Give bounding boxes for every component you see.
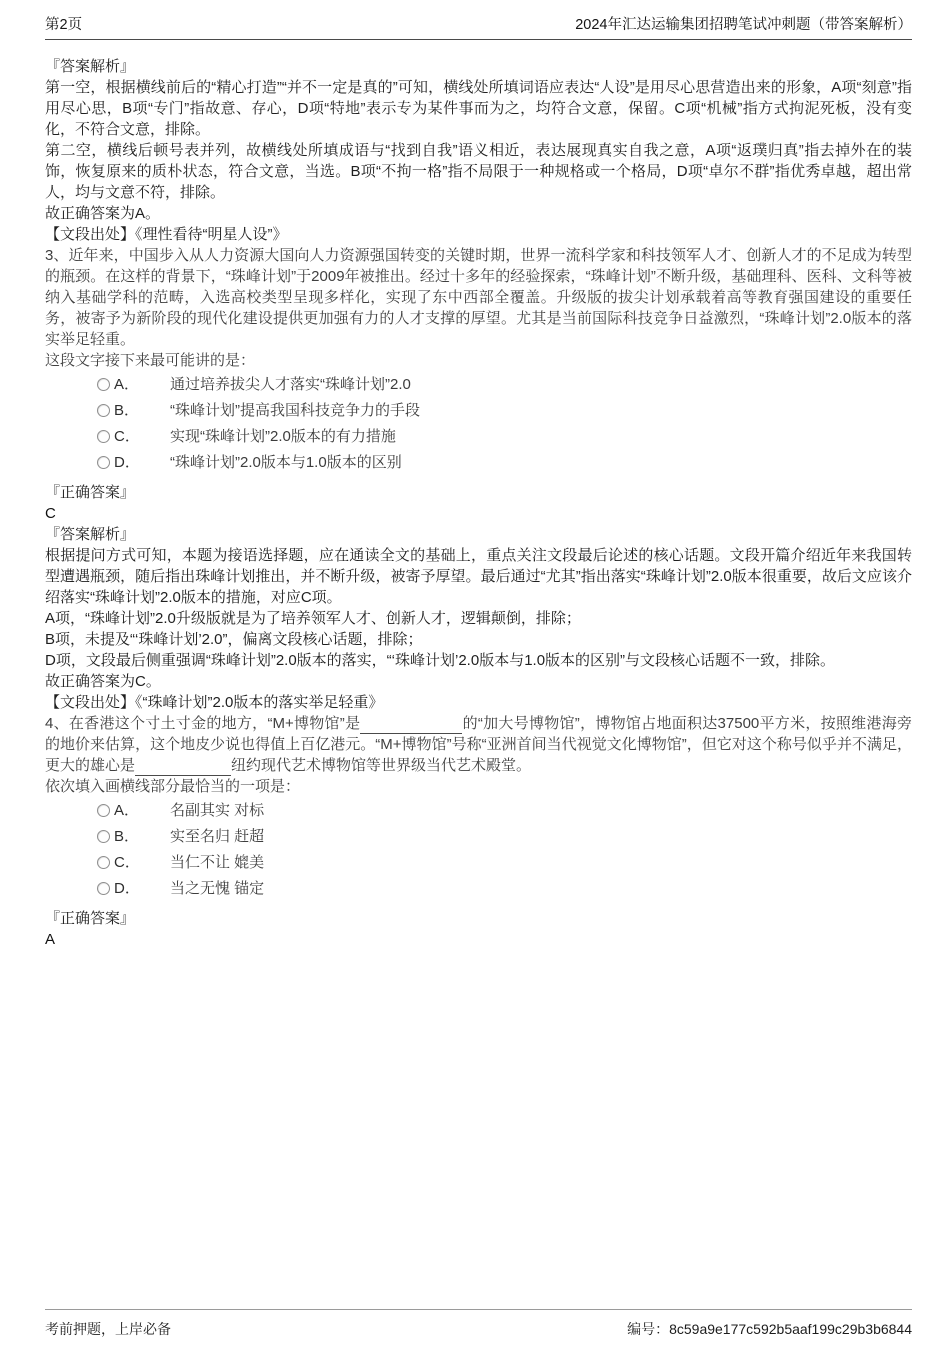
- option-q4-a[interactable]: [45, 797, 912, 823]
- doc-title: 2024年汇达运输集团招聘笔试冲刺题（带答案解析）: [575, 17, 912, 33]
- option-text: “珠峰计划”2.0版本与1.0版本的区别: [170, 453, 402, 471]
- footer-serial-code: 8c59a9e177c592b5aaf199c29b3b6844: [669, 1321, 912, 1337]
- footer-serial-label: 编号：: [627, 1321, 670, 1337]
- question-4-stem-part3: 纽约现代艺术博物馆等世界级当代艺术殿堂。: [231, 757, 532, 774]
- radio-button-icon[interactable]: [97, 456, 110, 469]
- option-text: 通过培养拔尖人才落实“珠峰计划”2.0: [170, 375, 411, 393]
- question-4-stem: [45, 713, 912, 776]
- correct-answer-label: 『正确答案』: [45, 484, 136, 501]
- source-text: 【文段出处】《理性看待“明星人设”》: [45, 226, 288, 243]
- question-4-prompt: 依次填入画横线部分最恰当的一项是：: [45, 778, 301, 795]
- radio-button-icon[interactable]: [97, 804, 110, 817]
- question-4-options: [45, 797, 912, 901]
- q3-analysis-option-b: B项，未提及“‘珠峰计划’2.0”，偏离文段核心话题，排除；: [45, 631, 423, 648]
- analysis-label: 『答案解析』: [45, 58, 136, 75]
- question-3-prompt: 这段文字接下来最可能讲的是：: [45, 352, 256, 369]
- option-q3-d[interactable]: [45, 449, 912, 475]
- verdict-text: 故正确答案为A。: [45, 205, 161, 222]
- footer-serial: [627, 1319, 912, 1339]
- option-q3-c[interactable]: [45, 423, 912, 449]
- option-letter: A．: [114, 375, 140, 393]
- correct-answer-value: C: [45, 505, 56, 522]
- option-text: “珠峰计划”提高我国科技竞争力的手段: [170, 401, 420, 419]
- page-footer: [45, 1309, 912, 1339]
- option-letter: B．: [114, 827, 140, 845]
- option-letter: C．: [114, 853, 140, 871]
- option-text: 名副其实 对标: [170, 801, 265, 819]
- page-number: 第2页: [45, 17, 83, 33]
- radio-button-icon[interactable]: [97, 430, 110, 443]
- verdict-text: 故正确答案为C。: [45, 673, 161, 690]
- source-text: 【文段出处】《“珠峰计划”2.0版本的落实举足轻重》: [45, 694, 384, 711]
- radio-button-icon[interactable]: [97, 830, 110, 843]
- q3-analysis-option-a: A项，“珠峰计划”2.0升级版就是为了培养领军人才、创新人才，逻辑颠倒，排除；: [45, 610, 581, 627]
- page-header: [45, 0, 912, 40]
- option-letter: C．: [114, 427, 140, 445]
- radio-button-icon[interactable]: [97, 378, 110, 391]
- option-q4-d[interactable]: [45, 875, 912, 901]
- question-3-stem: 3、近年来，中国步入从人力资源大国向人力资源强国转变的关键时期，世界一流科学家和科技领军人才、创新人才的不足成为转型的瓶颈。在这样的背景下，“珠峰计划”于2009年被推出。经过十多年的经验探索，“珠峰计划”不断升级，基础理科、医科、文科等被纳入基础学科的范畴，入选高校类型呈现多样化，实现了东中西部全覆盖。升级版的拔尖计划承载着高等教育强国建设的重要任务，被寄予为新阶段的现代化建设提供更加强有力的人才支撑的厚望。尤其是当前国际科技竞争日益激烈，“珠峰计划”2.0版本的落实举足轻重。: [45, 247, 912, 348]
- option-letter: B．: [114, 401, 140, 419]
- correct-answer-value: A: [45, 931, 56, 948]
- analysis-paragraph-1: 第一空，根据横线前后的“精心打造”“并不一定是真的”可知，横线处所填词语应表达“人设”是用尽心思营造出来的形象，A项“刻意”指用尽心思，B项“专门”指故意、存心，D项“特地”表示专为某件事而为之，均符合文意，保留。C项“机械”指方式拘泥死板，没有变化，不符合文意，排除。: [45, 79, 912, 138]
- footer-slogan: 考前押题，上岸必备: [45, 1321, 171, 1337]
- analysis-label: 『答案解析』: [45, 526, 136, 543]
- question-4-stem-part2: 的“加大号博物馆”，博物馆占地面积达37500平方米，按照维港海旁的地价来估算，这个地皮少说也得值上百亿港元。“M+博物馆”号称“亚洲首间当代视觉文化博物馆”，但它对这个称号似乎并不满足，更大的雄心是: [45, 715, 912, 774]
- option-text: 实至名归 赶超: [170, 827, 265, 845]
- option-text: 当仁不让 媲美: [170, 853, 265, 871]
- document-body: [45, 40, 912, 950]
- option-letter: D．: [114, 879, 140, 897]
- option-text: 实现“珠峰计划”2.0版本的有力措施: [170, 427, 396, 445]
- question-4-stem-part1: 4、在香港这个寸土寸金的地方，“M+博物馆”是: [45, 715, 361, 732]
- q3-analysis-main: 根据提问方式可知，本题为接语选择题，应在通读全文的基础上，重点关注文段最后论述的核心话题。文段开篇介绍近年来我国转型遭遇瓶颈，随后指出珠峰计划推出，并不断升级，被寄予厚望。最后通过“尤其”指出落实“珠峰计划”2.0版本很重要，故后文应该介绍落实“珠峰计划”2.0版本的措施，对应C项。: [45, 547, 912, 606]
- radio-button-icon[interactable]: [97, 882, 110, 895]
- option-letter: A．: [114, 801, 140, 819]
- q3-analysis-option-d: D项，文段最后侧重强调“珠峰计划”2.0版本的落实，“‘珠峰计划’2.0版本与1.0版本的区别”与文段核心话题不一致，排除。: [45, 652, 836, 669]
- correct-answer-label: 『正确答案』: [45, 910, 136, 927]
- radio-button-icon[interactable]: [97, 404, 110, 417]
- blank-underline-1: [360, 718, 462, 734]
- option-q4-c[interactable]: [45, 849, 912, 875]
- question-3-options: [45, 371, 912, 475]
- option-q4-b[interactable]: [45, 823, 912, 849]
- radio-button-icon[interactable]: [97, 856, 110, 869]
- option-letter: D．: [114, 453, 140, 471]
- option-text: 当之无愧 锚定: [170, 879, 265, 897]
- option-q3-a[interactable]: [45, 371, 912, 397]
- option-q3-b[interactable]: [45, 397, 912, 423]
- blank-underline-2: [135, 760, 231, 776]
- analysis-paragraph-2: 第二空，横线后顿号表并列，故横线处所填成语与“找到自我”语义相近，表达展现真实自我之意，A项“返璞归真”指去掉外在的装饰，恢复原来的质朴状态，符合文意，当选。B项“不拘一格”指不局限于一种规格或一个格局，D项“卓尔不群”指优秀卓越，超出常人，均与文意不符，排除。: [45, 142, 912, 201]
